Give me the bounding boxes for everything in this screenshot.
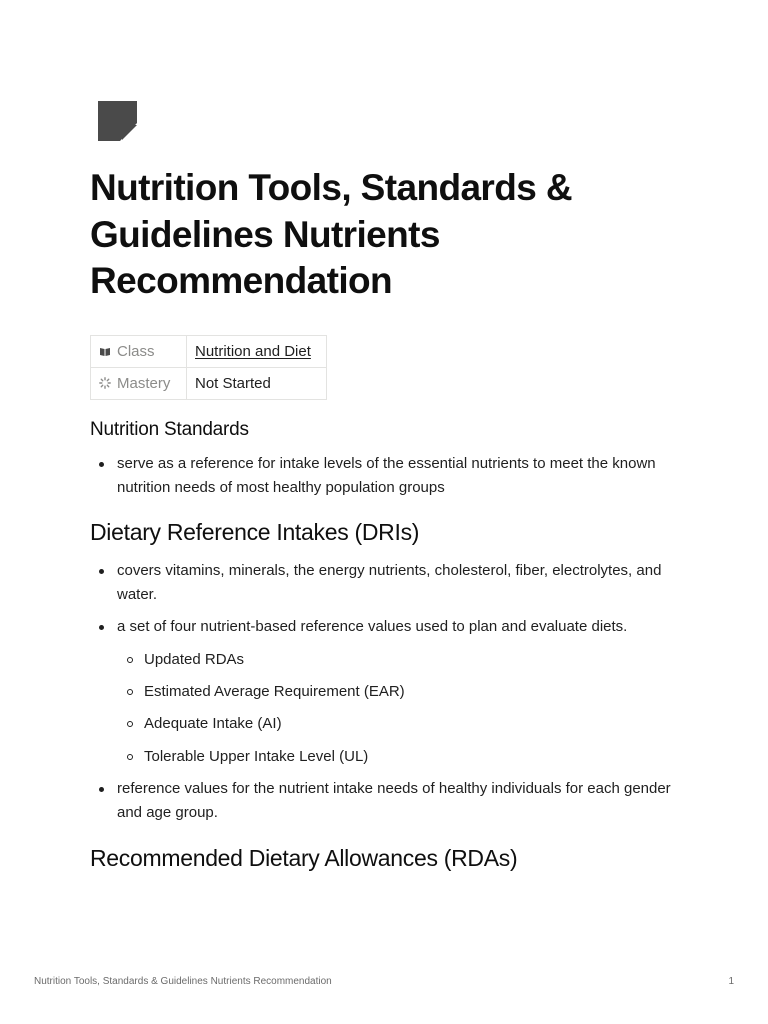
list-item [117, 452, 692, 499]
property-name: Mastery [117, 375, 171, 392]
property-name-cell [91, 368, 187, 400]
sub-list-item [144, 680, 684, 704]
class-link[interactable]: Nutrition and Diet [195, 343, 311, 360]
property-name: Class [117, 343, 155, 360]
heading-rda: Recommended Dietary Allowances (RDAs) [90, 845, 518, 871]
property-row-mastery [91, 368, 327, 400]
mastery-status: Not Started [195, 375, 271, 392]
sub-list-item-text: Estimated Average Requirement (EAR) [144, 683, 405, 700]
sub-list-item-text: Updated RDAs [144, 651, 245, 668]
list-item-text: covers vitamins, minerals, the energy nutrients, cholesterol, fiber, electrolytes, and water. [117, 562, 662, 603]
bullet-icon [99, 462, 104, 467]
sub-list-item-text: Adequate Intake (AI) [144, 715, 282, 732]
sub-list-item-text: Tolerable Upper Intake Level (UL) [144, 748, 369, 765]
spinner-icon [99, 377, 111, 389]
heading-nutrition-standards: Nutrition Standards [90, 419, 249, 440]
list-item [117, 777, 692, 824]
heading-dri: Dietary Reference Intakes (DRIs) [90, 519, 420, 545]
bullet-icon [99, 625, 104, 630]
bullet-icon [99, 569, 104, 574]
page-number: 1 [728, 976, 734, 987]
list-item-text: reference values for the nutrient intake needs of healthy individuals for each gender and age group. [117, 780, 671, 821]
list-item [117, 615, 692, 639]
list-item [117, 559, 692, 606]
hollow-bullet-icon [127, 689, 133, 695]
property-row-class [91, 336, 327, 368]
properties-table [90, 335, 327, 400]
property-value-cell [187, 336, 327, 368]
list-item-text: serve as a reference for intake levels of the essential nutrients to meet the known nutrition needs of most healthy population groups [117, 455, 656, 496]
footer-title: Nutrition Tools, Standards & Guidelines Nutrients Recommendation [34, 976, 332, 987]
note-icon [98, 101, 137, 141]
hollow-bullet-icon [127, 657, 133, 663]
hollow-bullet-icon [127, 754, 133, 760]
list-item-text: a set of four nutrient-based reference values used to plan and evaluate diets. [117, 618, 628, 635]
property-value-cell [187, 368, 327, 400]
hollow-bullet-icon [127, 721, 133, 727]
sub-list-item [144, 745, 684, 769]
sub-list-item [144, 648, 684, 672]
sub-list-item [144, 712, 684, 736]
book-icon [99, 345, 111, 357]
property-name-cell [91, 336, 187, 368]
bullet-icon [99, 787, 104, 792]
page-title: Nutrition Tools, Standards & Guidelines Nutrients Recommendation [90, 167, 573, 301]
